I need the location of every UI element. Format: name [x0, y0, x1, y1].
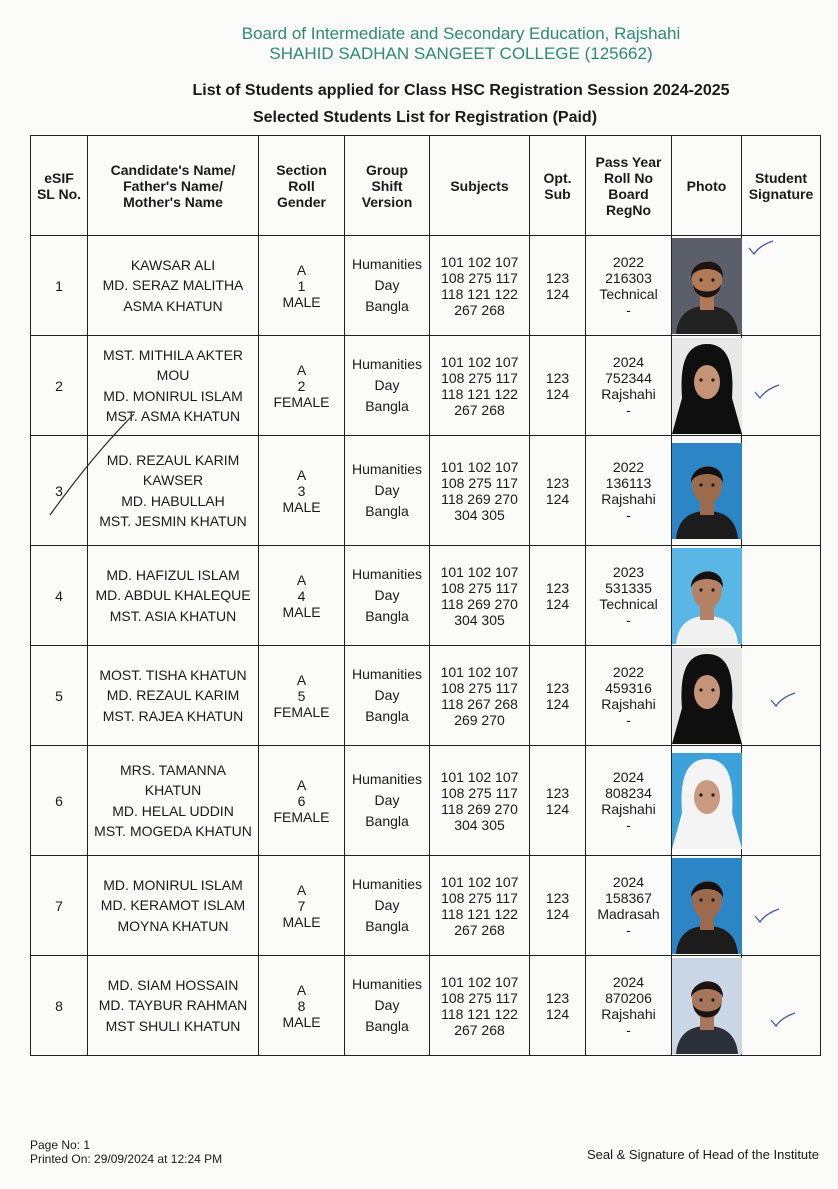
candidate-names-line: MST. MITHILA AKTER	[102, 346, 244, 363]
signature-cell	[742, 746, 821, 856]
subjects	[430, 236, 530, 336]
candidate-names-line: MST SHULI KHATUN	[105, 1017, 241, 1034]
section-roll-gender-line: A	[296, 571, 307, 588]
candidate-names	[88, 236, 259, 336]
subjects-line: 118 121 122	[441, 385, 518, 402]
group-shift-version-line: Day	[374, 277, 400, 293]
pass-info-line: 459316	[605, 679, 652, 696]
candidate-names-line: MD. REZAUL KARIM	[106, 451, 240, 468]
section-roll-gender-line: FEMALE	[273, 703, 330, 720]
subjects-line: 108 275 117	[441, 784, 518, 801]
subjects-line: 267 268	[454, 921, 505, 938]
col-header-subjects: Subjects	[430, 136, 530, 236]
candidate-names-line: MOYNA KHATUN	[117, 917, 229, 934]
signature-cell	[742, 856, 821, 956]
section-roll-gender-line: 3	[297, 482, 306, 499]
student-photo	[672, 443, 742, 539]
pass-info-line: Rajshahi	[601, 490, 656, 507]
student-photo	[672, 753, 742, 849]
sl-no: 8	[31, 956, 88, 1056]
subjects-line: 101 102 107	[440, 353, 519, 370]
subjects	[430, 956, 530, 1056]
section-roll-gender-line: MALE	[282, 913, 321, 930]
subjects-line: 118 269 270	[441, 490, 518, 507]
signature-cell	[742, 436, 821, 546]
header-line: Candidate's Name/	[110, 161, 236, 178]
optional-subjects	[530, 856, 586, 956]
pass-info-line: 2022	[612, 663, 645, 680]
subjects-line: 101 102 107	[440, 873, 519, 890]
sl-no: 5	[31, 646, 88, 746]
table-row	[31, 546, 821, 646]
group-shift-version-line: Humanities	[351, 356, 423, 372]
table-row	[31, 956, 821, 1056]
candidate-names-line: MST. JESMIN KHATUN	[99, 513, 247, 529]
subjects-line: 101 102 107	[440, 663, 519, 680]
section-roll-gender	[259, 546, 345, 646]
subjects-line: 118 121 122	[441, 1005, 518, 1022]
sl-no: 3	[31, 436, 88, 546]
optional-subjects-line: 124	[545, 695, 570, 712]
candidate-names-line: MD. MONIRUL ISLAM	[103, 387, 243, 404]
pass-info-line: -	[626, 301, 631, 318]
candidate-names-line: KHATUN	[144, 782, 202, 798]
header-line: Pass Year	[595, 153, 662, 170]
header-line: Gender	[276, 193, 326, 210]
group-shift-version	[345, 956, 430, 1056]
header-line: Father's Name/	[123, 177, 223, 194]
header-line: RegNo	[605, 201, 652, 218]
header-line: Shift	[371, 177, 403, 194]
optional-subjects-line: 124	[545, 800, 570, 817]
subjects-line: 108 275 117	[441, 989, 518, 1006]
candidate-names-line: MOST. TISHA KHATUN	[99, 666, 247, 683]
pass-info-line: Rajshahi	[601, 385, 656, 402]
table-header-row	[31, 136, 821, 236]
col-header-section	[259, 136, 345, 236]
subjects-line: 118 267 268	[441, 695, 518, 712]
header-line: Section	[276, 161, 327, 178]
table-row	[31, 746, 821, 856]
page-number: Page No: 1	[30, 1138, 91, 1152]
optional-subjects-line: 123	[545, 784, 570, 801]
col-header-names	[88, 136, 259, 236]
optional-subjects-line: 124	[545, 1005, 570, 1022]
header-line: Roll No	[604, 169, 653, 186]
subjects-line: 118 121 122	[441, 905, 518, 922]
optional-subjects	[530, 746, 586, 856]
group-shift-version-line: Bangla	[365, 503, 409, 519]
subjects-line: 101 102 107	[440, 563, 519, 580]
optional-subjects-line: 124	[545, 385, 570, 402]
pass-info-line: 2024	[612, 973, 645, 990]
group-shift-version-line: Bangla	[365, 298, 409, 314]
group-shift-version-line: Humanities	[351, 256, 423, 272]
pass-info-line: 136113	[605, 474, 652, 491]
pass-info-line: 158367	[605, 889, 652, 906]
section-roll-gender-line: A	[296, 361, 307, 378]
group-shift-version-line: Bangla	[365, 708, 409, 724]
table-row	[31, 236, 821, 336]
optional-subjects	[530, 336, 586, 436]
candidate-names-line: MRS. TAMANNA	[119, 761, 227, 778]
subjects-line: 101 102 107	[440, 458, 519, 475]
sl-no: 6	[31, 746, 88, 856]
candidate-names-line: MD. REZAUL KARIM	[106, 687, 240, 704]
pass-info-line: 2022	[612, 253, 645, 270]
group-shift-version	[345, 646, 430, 746]
group-shift-version-line: Day	[374, 792, 400, 808]
pass-info-line: 2023	[612, 563, 645, 580]
candidate-names-line: MST. ASMA KHATUN	[105, 408, 241, 424]
section-roll-gender-line: A	[296, 881, 307, 898]
pass-info-line: -	[626, 711, 631, 728]
subjects-line: 118 269 270	[441, 595, 518, 612]
signature-cell	[742, 336, 821, 436]
candidate-names	[88, 856, 259, 956]
section-roll-gender-line: FEMALE	[273, 808, 330, 825]
table-row	[31, 336, 821, 436]
group-shift-version	[345, 236, 430, 336]
header-line: Student	[754, 169, 808, 186]
group-shift-version-line: Day	[374, 587, 400, 603]
subjects-line: 108 275 117	[441, 474, 518, 491]
group-shift-version	[345, 336, 430, 436]
header-line: Sub	[544, 185, 571, 202]
student-photo-cell	[672, 856, 742, 956]
subjects-line: 101 102 107	[440, 253, 519, 270]
subjects	[430, 746, 530, 856]
table-row	[31, 856, 821, 956]
pass-info-line: Technical	[599, 285, 658, 302]
col-header-sl	[31, 136, 88, 236]
pass-info-line: Rajshahi	[601, 1005, 656, 1022]
section-roll-gender-line: 2	[297, 377, 306, 394]
subjects	[430, 336, 530, 436]
pass-info	[586, 746, 672, 856]
list-subtitle: Selected Students List for Registration (Paid)	[252, 109, 598, 126]
section-roll-gender	[259, 956, 345, 1056]
signature-cell	[742, 956, 821, 1056]
section-roll-gender-line: 4	[297, 587, 306, 604]
subjects-line: 108 275 117	[441, 679, 518, 696]
optional-subjects	[530, 546, 586, 646]
section-roll-gender-line: A	[296, 671, 307, 688]
subjects-line: 101 102 107	[440, 768, 519, 785]
header-line: Group	[366, 161, 408, 178]
candidate-names-line: MD. HABULLAH	[121, 492, 225, 509]
students-table	[30, 135, 821, 1056]
col-header-group	[345, 136, 430, 236]
section-roll-gender	[259, 336, 345, 436]
candidate-names-line: MD. KERAMOT ISLAM	[100, 897, 246, 914]
candidate-names-line: MST. ASIA KHATUN	[109, 607, 237, 624]
optional-subjects-line: 124	[545, 490, 570, 507]
candidate-names-line: MD. SIAM HOSSAIN	[107, 976, 239, 993]
optional-subjects-line: 124	[545, 595, 570, 612]
optional-subjects-line: 123	[545, 269, 570, 286]
pass-info-line: Technical	[599, 595, 658, 612]
pass-info-line: 808234	[605, 784, 652, 801]
candidate-names	[88, 746, 259, 856]
sl-no: 4	[31, 546, 88, 646]
group-shift-version-line: Day	[374, 377, 400, 393]
pass-info	[586, 336, 672, 436]
college-name: SHAHID SADHAN SANGEET COLLEGE (125662)	[269, 44, 653, 63]
signature-tick-icon	[748, 240, 774, 256]
subjects	[430, 646, 530, 746]
signature-cell	[742, 236, 821, 336]
header-line: SL No.	[36, 185, 82, 202]
group-shift-version-line: Humanities	[351, 976, 423, 992]
header-line: Opt.	[543, 169, 572, 186]
student-photo-cell	[672, 236, 742, 336]
group-shift-version-line: Bangla	[365, 813, 409, 829]
optional-subjects-line: 124	[545, 905, 570, 922]
subjects-line: 108 275 117	[441, 579, 518, 596]
subjects-line: 101 102 107	[440, 973, 519, 990]
pass-info-line: 2022	[612, 458, 645, 475]
subjects-line: 267 268	[454, 301, 505, 318]
student-photo-cell	[672, 746, 742, 856]
pass-info-line: Rajshahi	[601, 695, 656, 712]
board-name: Board of Intermediate and Secondary Education, Rajshahi	[241, 24, 681, 43]
group-shift-version-line: Bangla	[365, 608, 409, 624]
candidate-names-line: ASMA KHATUN	[123, 297, 223, 314]
candidate-names-line: KAWSER	[142, 472, 204, 488]
group-shift-version-line: Humanities	[351, 566, 423, 582]
optional-subjects	[530, 956, 586, 1056]
signature-tick-icon	[770, 1012, 796, 1028]
pass-info	[586, 436, 672, 546]
optional-subjects	[530, 646, 586, 746]
student-photo-cell	[672, 646, 742, 746]
section-roll-gender-line: MALE	[282, 293, 321, 310]
pass-info-line: -	[626, 1021, 631, 1038]
sl-no: 7	[31, 856, 88, 956]
header-line: Version	[361, 193, 413, 210]
student-photo	[672, 648, 742, 744]
pass-info-line: 870206	[605, 989, 652, 1006]
pass-info-line: 2024	[612, 873, 645, 890]
group-shift-version-line: Humanities	[351, 666, 423, 682]
group-shift-version-line: Day	[374, 997, 400, 1013]
group-shift-version	[345, 546, 430, 646]
section-roll-gender	[259, 856, 345, 956]
optional-subjects-line: 123	[545, 369, 570, 386]
candidate-names-line: MST. MOGEDA KHATUN	[94, 823, 252, 839]
subjects-line: 108 275 117	[441, 889, 518, 906]
subjects-line: 304 305	[454, 506, 505, 523]
pen-stroke-mark	[48, 410, 138, 520]
subjects-line: 108 275 117	[441, 369, 518, 386]
pass-info-line: -	[626, 921, 631, 938]
subjects-line: 269 270	[454, 711, 505, 728]
header-line: Board	[608, 185, 649, 202]
header-line: Roll	[288, 177, 315, 194]
section-roll-gender-line: 6	[297, 792, 306, 809]
section-roll-gender-line: 8	[297, 997, 306, 1014]
section-roll-gender	[259, 436, 345, 546]
group-shift-version	[345, 436, 430, 546]
pass-info-line: -	[626, 401, 631, 418]
pass-info-line: -	[626, 816, 631, 833]
optional-subjects-line: 123	[545, 579, 570, 596]
candidate-names-line: MST. RAJEA KHATUN	[102, 707, 244, 724]
pass-info-line: Rajshahi	[601, 800, 656, 817]
candidate-names-line: MD. HAFIZUL ISLAM	[106, 566, 240, 583]
pass-info-line: 2024	[612, 353, 645, 370]
footer-print-info	[30, 1138, 222, 1166]
signature-tick-icon	[754, 908, 780, 924]
subjects-line: 108 275 117	[441, 269, 518, 286]
table-row	[31, 646, 821, 746]
optional-subjects	[530, 236, 586, 336]
pass-info	[586, 236, 672, 336]
group-shift-version-line: Humanities	[351, 771, 423, 787]
section-roll-gender-line: FEMALE	[273, 393, 330, 410]
subjects-line: 118 269 270	[441, 800, 518, 817]
subjects-line: 267 268	[454, 1021, 505, 1038]
group-shift-version-line: Bangla	[365, 1018, 409, 1034]
header-line: Mother's Name	[123, 193, 223, 210]
subjects-line: 118 121 122	[441, 285, 518, 302]
optional-subjects	[530, 436, 586, 546]
col-header-photo: Photo	[672, 136, 742, 236]
pass-info	[586, 546, 672, 646]
pass-info	[586, 956, 672, 1056]
student-photo	[672, 238, 742, 334]
signature-cell	[742, 546, 821, 646]
student-photo	[672, 858, 742, 954]
signature-tick-icon	[770, 692, 796, 708]
subjects	[430, 546, 530, 646]
section-roll-gender-line: 7	[297, 897, 306, 914]
section-roll-gender-line: MALE	[282, 603, 321, 620]
optional-subjects-line: 123	[545, 989, 570, 1006]
student-photo-cell	[672, 436, 742, 546]
section-roll-gender-line: MALE	[282, 498, 321, 515]
candidate-names	[88, 546, 259, 646]
student-photo-cell	[672, 546, 742, 646]
candidate-names-line: MD. ABDUL KHALEQUE	[95, 587, 251, 604]
subjects-line: 267 268	[454, 401, 505, 418]
pass-info-line: 2024	[612, 768, 645, 785]
group-shift-version-line: Bangla	[365, 918, 409, 934]
pass-info-line: -	[626, 611, 631, 628]
section-roll-gender-line: 5	[297, 687, 306, 704]
subjects	[430, 436, 530, 546]
printed-on: Printed On: 29/09/2024 at 12:24 PM	[30, 1152, 223, 1166]
header-line: eSIF	[44, 169, 74, 186]
section-roll-gender	[259, 746, 345, 856]
section-roll-gender-line: A	[296, 466, 307, 483]
section-roll-gender	[259, 646, 345, 746]
candidate-names-line: MD. MONIRUL ISLAM	[103, 876, 243, 893]
candidate-names-line: MD. TAYBUR RAHMAN	[98, 997, 248, 1014]
signature-tick-icon	[754, 384, 780, 400]
section-roll-gender-line: A	[296, 981, 307, 998]
subjects-line: 304 305	[454, 611, 505, 628]
optional-subjects-line: 123	[545, 679, 570, 696]
pass-info	[586, 646, 672, 746]
student-photo	[672, 338, 742, 434]
pass-info-line: 752344	[605, 369, 652, 386]
pass-info-line: -	[626, 506, 631, 523]
subjects-line: 304 305	[454, 816, 505, 833]
student-photo	[672, 548, 742, 644]
pass-info-line: 531335	[605, 579, 652, 596]
group-shift-version	[345, 746, 430, 856]
group-shift-version-line: Humanities	[351, 461, 423, 477]
pass-info	[586, 856, 672, 956]
group-shift-version-line: Day	[374, 482, 400, 498]
candidate-names	[88, 956, 259, 1056]
section-roll-gender-line: A	[296, 776, 307, 793]
section-roll-gender-line: 1	[297, 277, 306, 294]
pass-info-line: 216303	[605, 269, 652, 286]
section-roll-gender-line: A	[296, 261, 307, 278]
candidate-names-line: MD. HELAL UDDIN	[112, 802, 234, 819]
student-photo	[672, 958, 742, 1054]
section-roll-gender	[259, 236, 345, 336]
seal-signature-label: Seal & Signature of Head of the Institute	[587, 1147, 819, 1162]
col-header-pass	[586, 136, 672, 236]
col-header-signature	[742, 136, 821, 236]
student-photo-cell	[672, 956, 742, 1056]
optional-subjects-line: 124	[545, 285, 570, 302]
sl-no: 1	[31, 236, 88, 336]
header-line: Signature	[748, 185, 814, 202]
candidate-names-line: KAWSAR ALI	[130, 256, 216, 273]
student-photo-cell	[672, 336, 742, 436]
col-header-opt	[530, 136, 586, 236]
candidate-names-line: MD. SERAZ MALITHA	[102, 277, 244, 294]
optional-subjects-line: 123	[545, 474, 570, 491]
optional-subjects-line: 123	[545, 889, 570, 906]
pass-info-line: Madrasah	[597, 905, 660, 922]
candidate-names-line: MOU	[156, 367, 190, 383]
table-row	[31, 436, 821, 546]
list-title: List of Students applied for Class HSC Registration Session 2024-2025	[192, 82, 730, 99]
sl-no: 2	[31, 336, 88, 436]
group-shift-version-line: Humanities	[351, 876, 423, 892]
candidate-names	[88, 646, 259, 746]
group-shift-version	[345, 856, 430, 956]
group-shift-version-line: Bangla	[365, 398, 409, 414]
group-shift-version-line: Day	[374, 687, 400, 703]
group-shift-version-line: Day	[374, 897, 400, 913]
signature-cell	[742, 646, 821, 746]
subjects	[430, 856, 530, 956]
section-roll-gender-line: MALE	[282, 1013, 321, 1030]
